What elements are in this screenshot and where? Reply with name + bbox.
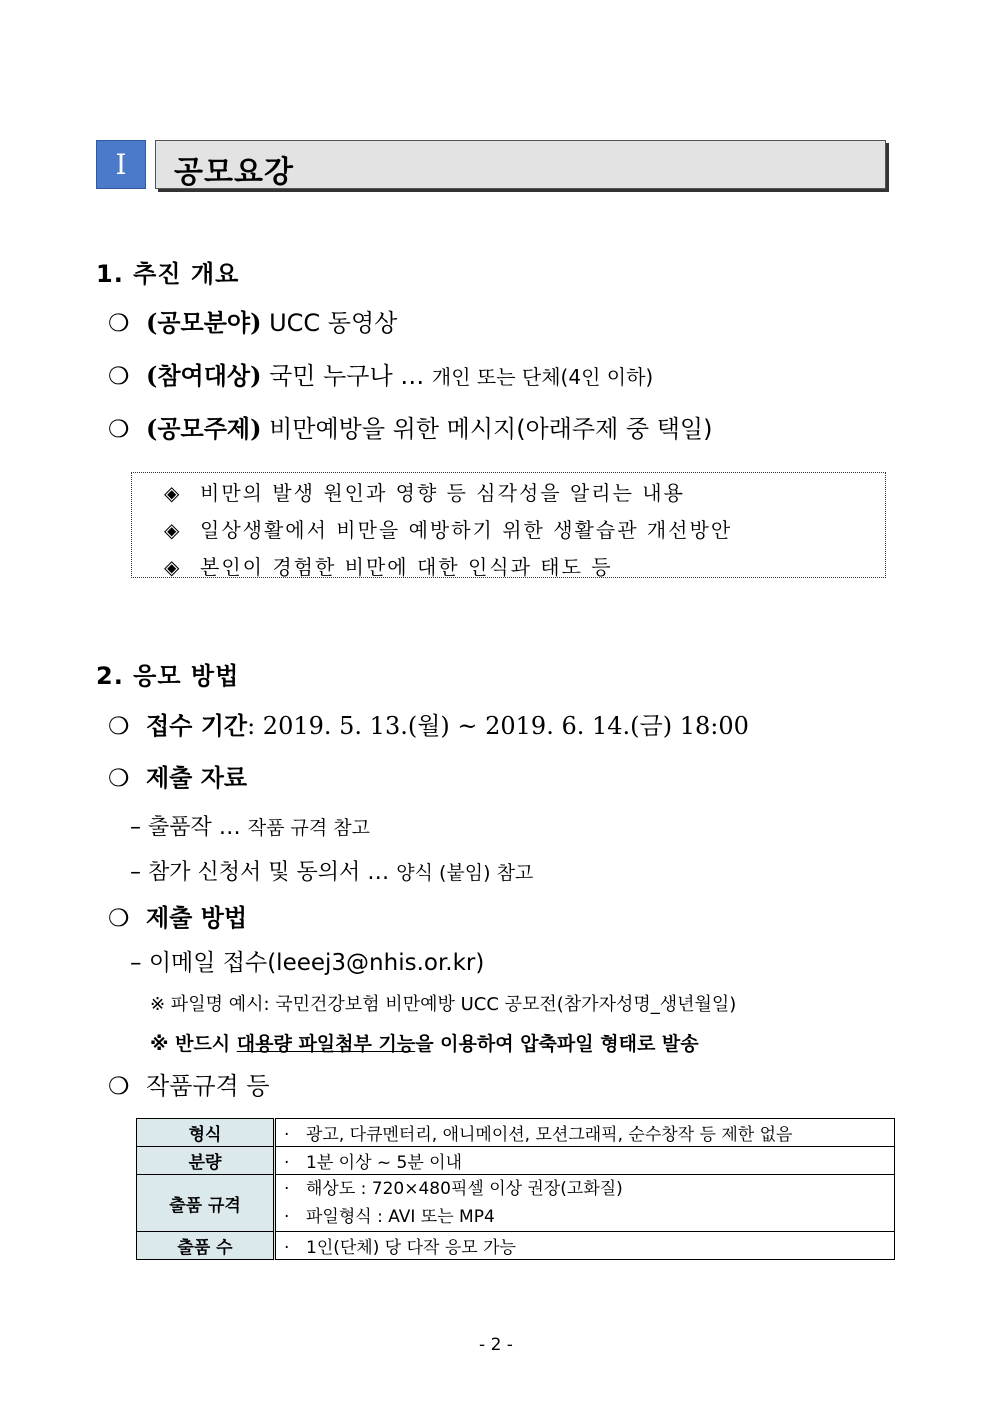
- method-label: 제출 방법: [146, 904, 248, 932]
- period-value: : 2019. 5. 13.(월) ~ 2019. 6. 14.(금) 18:00: [247, 712, 749, 740]
- topic-item: ◈ 본인이 경험한 비만에 대한 인식과 태도 등: [164, 555, 613, 579]
- topic-item: ◈ 일상생활에서 비만을 예방하기 위한 생활습관 개선방안: [164, 518, 733, 542]
- dash-icon: –: [130, 950, 142, 976]
- send-note: ※ 반드시 대용량 파일첨부 기능을 이용하여 압축파일 형태로 발송: [150, 1033, 699, 1055]
- diamond-bullet-icon: ◈: [164, 518, 182, 542]
- table-value: · 1인(단체) 당 다작 응모 가능: [275, 1232, 895, 1260]
- table-row: [137, 1119, 895, 1147]
- section2-method: [108, 898, 247, 933]
- section2-spec: [108, 1066, 270, 1101]
- table-key: 출품 규격: [137, 1175, 275, 1232]
- circle-bullet-icon: ❍: [108, 362, 130, 390]
- diamond-bullet-icon: ◈: [164, 481, 182, 505]
- section1-item-target: [108, 356, 653, 391]
- section2-period: [108, 706, 749, 741]
- item-text: 비만예방을 위한 메시지(아래주제 중 택일): [269, 415, 713, 443]
- table-row: [137, 1175, 895, 1232]
- dot-icon: ·: [284, 1125, 290, 1145]
- period-label: 접수 기간: [146, 712, 248, 740]
- dash-icon: –: [130, 860, 141, 885]
- table-value: · 해상도 : 720×480픽셀 이상 권장(고화질) · 파일형식 : AVI 또는 MP4: [275, 1175, 895, 1232]
- table-key: 형식: [137, 1119, 275, 1147]
- table-row: [137, 1147, 895, 1175]
- dash-icon: –: [130, 815, 141, 840]
- section1-item-field: [108, 303, 397, 338]
- circle-bullet-icon: ❍: [108, 712, 130, 740]
- item-label: (참여대상): [146, 361, 262, 390]
- page-number: - 2 -: [479, 1335, 513, 1355]
- item-text: UCC 동영상: [269, 309, 398, 337]
- circle-bullet-icon: ❍: [108, 904, 130, 932]
- section2-title: 2. 응모 방법: [96, 662, 240, 690]
- item-label: (공모주제): [146, 414, 262, 443]
- dot-icon: ·: [284, 1238, 290, 1258]
- materials-item: – 출품작 … 작품 규격 참고: [130, 815, 370, 840]
- dot-icon: ·: [284, 1153, 290, 1173]
- chapter-title-box: [155, 140, 886, 189]
- table-key: 분량: [137, 1147, 275, 1175]
- materials-item: – 참가 신청서 및 동의서 … 양식 (붙임) 참고: [130, 860, 534, 885]
- topic-item: ◈ 비만의 발생 원인과 영향 등 심각성을 알리는 내용: [164, 481, 685, 505]
- table-value: · 광고, 다큐멘터리, 애니메이션, 모션그래픽, 순수창작 등 제한 없음: [275, 1119, 895, 1147]
- diamond-bullet-icon: ◈: [164, 555, 182, 579]
- section2-materials: [108, 758, 247, 793]
- item-label: (공모분야): [146, 308, 262, 337]
- spec-table: [136, 1118, 895, 1260]
- section1-item-theme: [108, 409, 712, 444]
- table-value: · 1분 이상 ~ 5분 이내: [275, 1147, 895, 1175]
- dot-icon: ·: [284, 1207, 290, 1227]
- circle-bullet-icon: ❍: [108, 1072, 130, 1100]
- circle-bullet-icon: ❍: [108, 415, 130, 443]
- chapter-number: I: [96, 140, 146, 189]
- section1-title: 1. 추진 개요: [96, 260, 240, 288]
- topic-box: [131, 472, 886, 578]
- item-extra: 개인 또는 단체(4인 이하): [431, 365, 654, 389]
- circle-bullet-icon: ❍: [108, 764, 130, 792]
- materials-label: 제출 자료: [146, 764, 248, 792]
- dot-icon: ·: [284, 1179, 290, 1199]
- table-key: 출품 수: [137, 1232, 275, 1260]
- table-row: [137, 1232, 895, 1260]
- filename-note: ※ 파일명 예시: 국민건강보험 비만예방 UCC 공모전(참가자성명_생년월일): [150, 994, 737, 1015]
- item-text: 국민 누구나 …: [269, 362, 425, 390]
- spec-label: 작품규격 등: [146, 1072, 270, 1100]
- method-item: – 이메일 접수(leeej3@nhis.or.kr): [130, 950, 485, 976]
- circle-bullet-icon: ❍: [108, 309, 130, 337]
- chapter-title: 공모요강: [174, 155, 294, 190]
